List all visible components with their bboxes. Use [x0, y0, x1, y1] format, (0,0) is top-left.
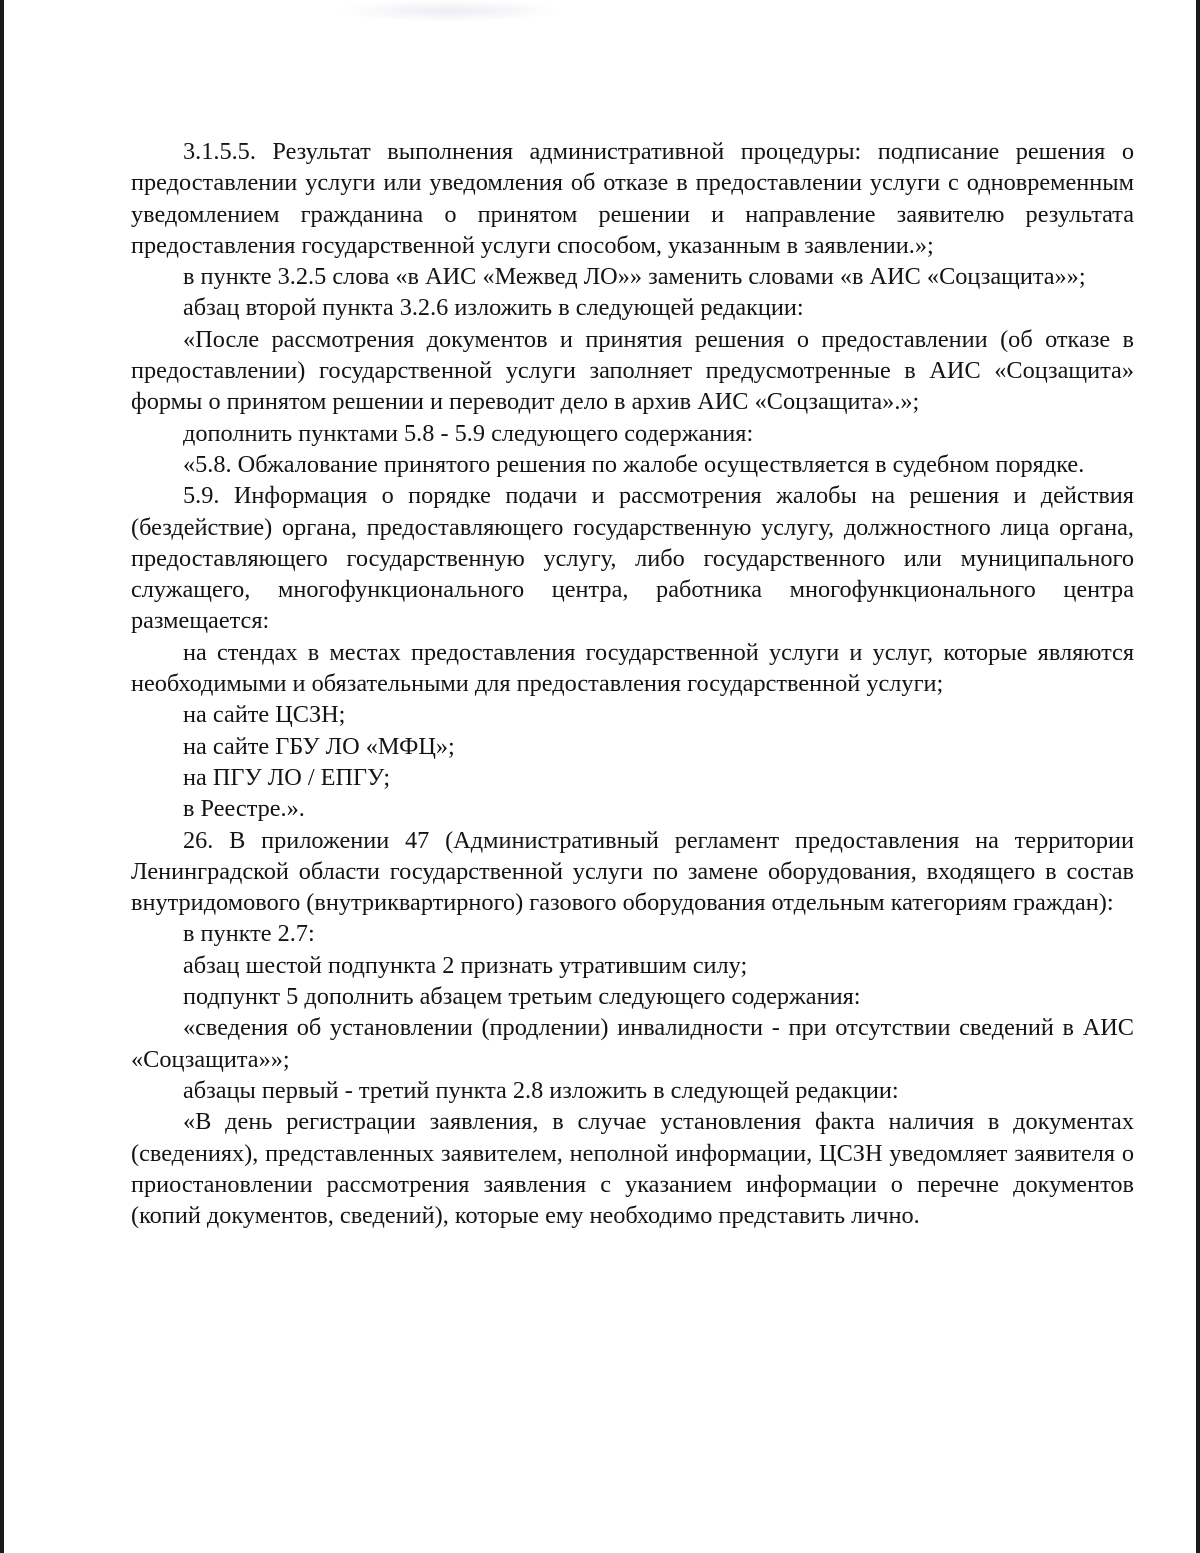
paragraph-5-8: «5.8. Обжалование принятого решения по жалобе осуществляется в судебном порядке. — [183, 450, 1085, 478]
paragraph-site-cszn: на сайте ЦСЗН; — [183, 701, 346, 729]
paragraph-item-2-7: в пункте 2.7: — [183, 920, 315, 948]
paragraph-registration-day: «В день регистрации заявления, в случае установления факта наличия в документах (сведениях), представленных заявителем, неполной информации, ЦСЗН уведомляет заявителя о приостановлении рассмотрения заявления с указанием информации о перечне документов (копий документов, сведений), которые ему необходимо представить лично. — [131, 1108, 1134, 1230]
paragraph-3-1-5-5: 3.1.5.5. Результат выполнения административной процедуры: подписание решения о предоставлении услуги или уведомления об отказе в предоставлении услуги с одновременным уведомлением гражданина о принятом решении и направление заявителю результата предоставления государственной услуги способом, указанным в заявлении.»; — [131, 138, 1134, 259]
paragraph-disability: «сведения об установлении (продлении) инвалидности - при отсутствии сведений в АИС «Соцзащита»»; — [131, 1014, 1134, 1073]
paragraph-abzac-6: абзац шестой подпункта 2 признать утратившим силу; — [183, 951, 748, 979]
paragraph-item-3-2-6: абзац второй пункта 3.2.6 изложить в следующей редакции: — [183, 294, 804, 322]
paragraph-quote-3-2-6: «После рассмотрения документов и принятия решения о предоставлении (об отказе в предоставлении) государственной услуги заполняет предусмотренные в АИС «Соцзащита» формы о принятом решении и переводит дело в архив АИС «Соцзащита».»; — [131, 325, 1134, 416]
paragraph-subitem-5: подпункт 5 дополнить абзацем третьим следующего содержания: — [183, 983, 861, 1011]
paragraph-item-3-2-5: в пункте 3.2.5 слова «в АИС «Межвед ЛО»» заменить словами «в АИС «Соцзащита»»; — [183, 263, 1086, 291]
paragraph-item-26: 26. В приложении 47 (Административный регламент предоставления на территории Ленинградской области государственной услуги по замене оборудования, входящего в состав внутридомового (внутриквартирного) газового оборудования отдельным категориям граждан): — [131, 826, 1134, 917]
scan-border-left — [0, 0, 4, 1553]
scan-artifact — [335, 0, 565, 22]
paragraph-item-2-8: абзацы первый - третий пункта 2.8 изложить в следующей редакции: — [183, 1076, 899, 1104]
paragraph-add-5-8-5-9: дополнить пунктами 5.8 - 5.9 следующего содержания: — [183, 419, 754, 447]
document-body — [131, 136, 1134, 1231]
paragraph-pgu: на ПГУ ЛО / ЕПГУ; — [183, 763, 391, 791]
paragraph-site-mfc: на сайте ГБУ ЛО «МФЦ»; — [183, 732, 455, 760]
scan-border-right — [1196, 0, 1200, 1553]
paragraph-stands: на стендах в местах предоставления государственной услуги и услуг, которые являются необходимыми и обязательными для предоставления государственной услуги; — [131, 638, 1134, 698]
paragraph-5-9: 5.9. Информация о порядке подачи и рассмотрения жалобы на решения и действия (бездействие) органа, предоставляющего государственную услугу, должностного лица органа, предоставляющего государственную услугу, либо государственного или муниципального служащего, многофункционального центра, работника многофункционального центра размещается: — [131, 482, 1134, 635]
paragraph-registry: в Реестре.». — [183, 795, 305, 823]
